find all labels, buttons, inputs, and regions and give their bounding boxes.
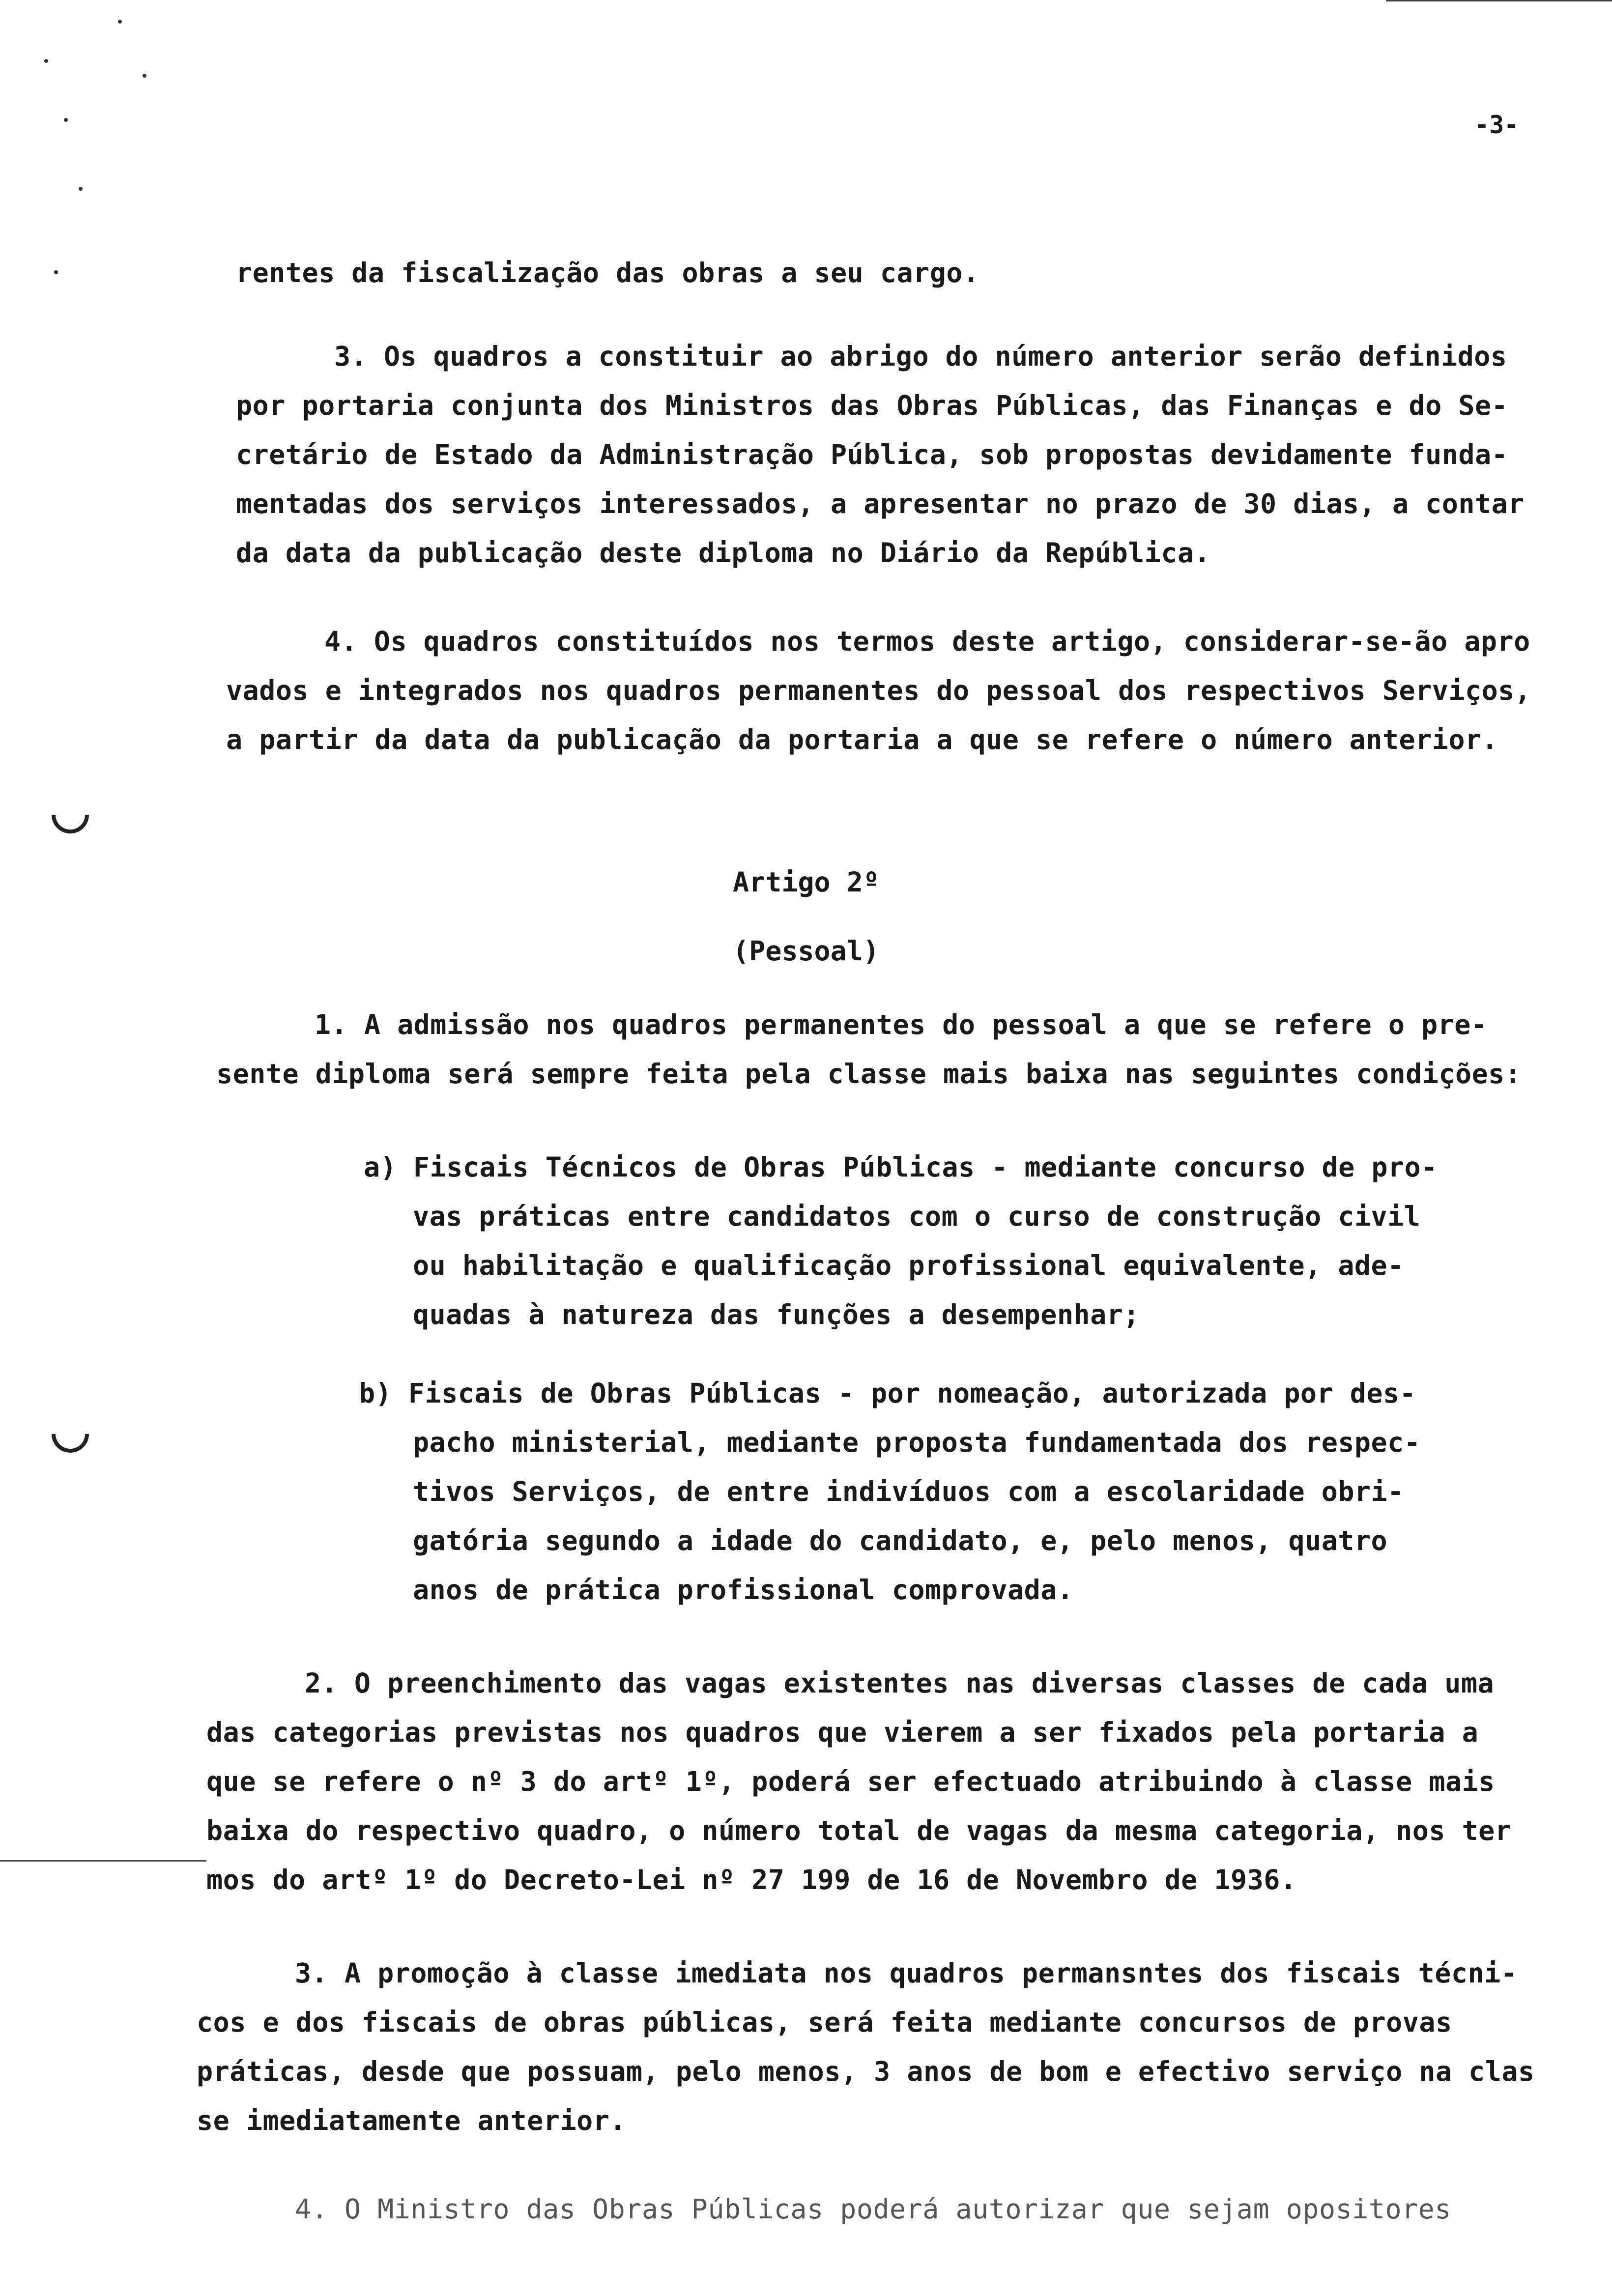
text-line: sente diploma será sempre feita pela classe mais baixa nas seguintes condições: xyxy=(216,1058,1522,1090)
text-line: 2. O preenchimento das vagas existentes nas diversas classes de cada uma xyxy=(305,1667,1495,1699)
scan-speck xyxy=(44,59,48,63)
text-line: se imediatamente anterior. xyxy=(197,2105,626,2136)
text-line: vados e integrados nos quadros permanentes do pessoal dos respectivos Serviços, xyxy=(226,675,1531,706)
text-line: das categorias previstas nos quadros que vierem a ser fixados pela portaria a xyxy=(206,1717,1479,1748)
article-heading: Artigo 2º xyxy=(732,866,879,898)
text-line: 1. A admissão nos quadros permanentes do pessoal a que se refere o pre- xyxy=(315,1009,1488,1040)
text-line: mos do artº 1º do Decreto-Lei nº 27 199 de 16 de Novembro de 1936. xyxy=(206,1864,1297,1895)
scan-speck xyxy=(118,20,122,24)
scan-speck xyxy=(143,74,146,78)
scan-speck xyxy=(54,270,58,274)
text-line: práticas, desde que possuam, pelo menos, 3 anos de bom e efectivo serviço na clas xyxy=(197,2056,1535,2087)
text-line: da data da publicação deste diploma no Diário da República. xyxy=(236,537,1211,569)
text-line: 3. Os quadros a constituir ao abrigo do número anterior serão definidos xyxy=(334,341,1507,372)
text-line: baixa do respectivo quadro, o número total de vagas da mesma categoria, nos ter xyxy=(206,1815,1512,1846)
text-line: quadas à natureza das funções a desempenhar; xyxy=(413,1299,1140,1330)
text-line: por portaria conjunta dos Ministros das Obras Públicas, das Finanças e do Se- xyxy=(236,390,1508,421)
punch-hole-mark xyxy=(44,1407,96,1460)
text-line: gatória segundo a idade do candidato, e, pelo menos, quatro xyxy=(413,1525,1388,1556)
text-line: mentadas dos serviços interessados, a apresentar no prazo de 30 dias, a contar xyxy=(236,488,1525,519)
scan-line xyxy=(0,1860,206,1862)
text-line: 4. Os quadros constituídos nos termos deste artigo, considerar-se-ão apro xyxy=(324,626,1530,657)
scan-line xyxy=(1386,0,1612,1)
punch-hole-mark xyxy=(44,788,96,841)
text-line: 4. O Ministro das Obras Públicas poderá autorizar que sejam opositores xyxy=(295,2193,1451,2225)
text-line: ou habilitação e qualificação profissional equivalente, ade- xyxy=(413,1250,1404,1281)
article-subheading: (Pessoal) xyxy=(732,935,879,967)
list-item-b: b) Fiscais de Obras Públicas - por nomeação, autorizada por des- xyxy=(359,1378,1416,1409)
text-line: pacho ministerial, mediante proposta fundamentada dos respec- xyxy=(413,1427,1421,1458)
scan-speck xyxy=(64,118,68,122)
text-line: anos de prática profissional comprovada. xyxy=(413,1574,1074,1606)
text-line: 3. A promoção à classe imediata nos quadros permansntes dos fiscais técni- xyxy=(295,1957,1518,1989)
list-item-a: a) Fiscais Técnicos de Obras Públicas - mediante concurso de pro- xyxy=(364,1151,1438,1183)
scan-speck xyxy=(79,187,83,191)
text-line: que se refere o nº 3 do artº 1º, poderá ser efectuado atribuindo à classe mais xyxy=(206,1766,1495,1797)
text-line: cretário de Estado da Administração Pública, sob propostas devidamente funda- xyxy=(236,439,1508,470)
page-number: -3- xyxy=(1474,111,1519,139)
text-line: a partir da data da publicação da portaria a que se refere o número anterior. xyxy=(226,724,1498,755)
text-line: tivos Serviços, de entre indivíduos com a escolaridade obri- xyxy=(413,1476,1404,1507)
text-line: vas práticas entre candidatos com o curso de construção civil xyxy=(413,1201,1421,1232)
text-line: rentes da fiscalização das obras a seu cargo. xyxy=(236,257,979,288)
text-line: cos e dos fiscais de obras públicas, será feita mediante concursos de provas xyxy=(197,2007,1452,2038)
